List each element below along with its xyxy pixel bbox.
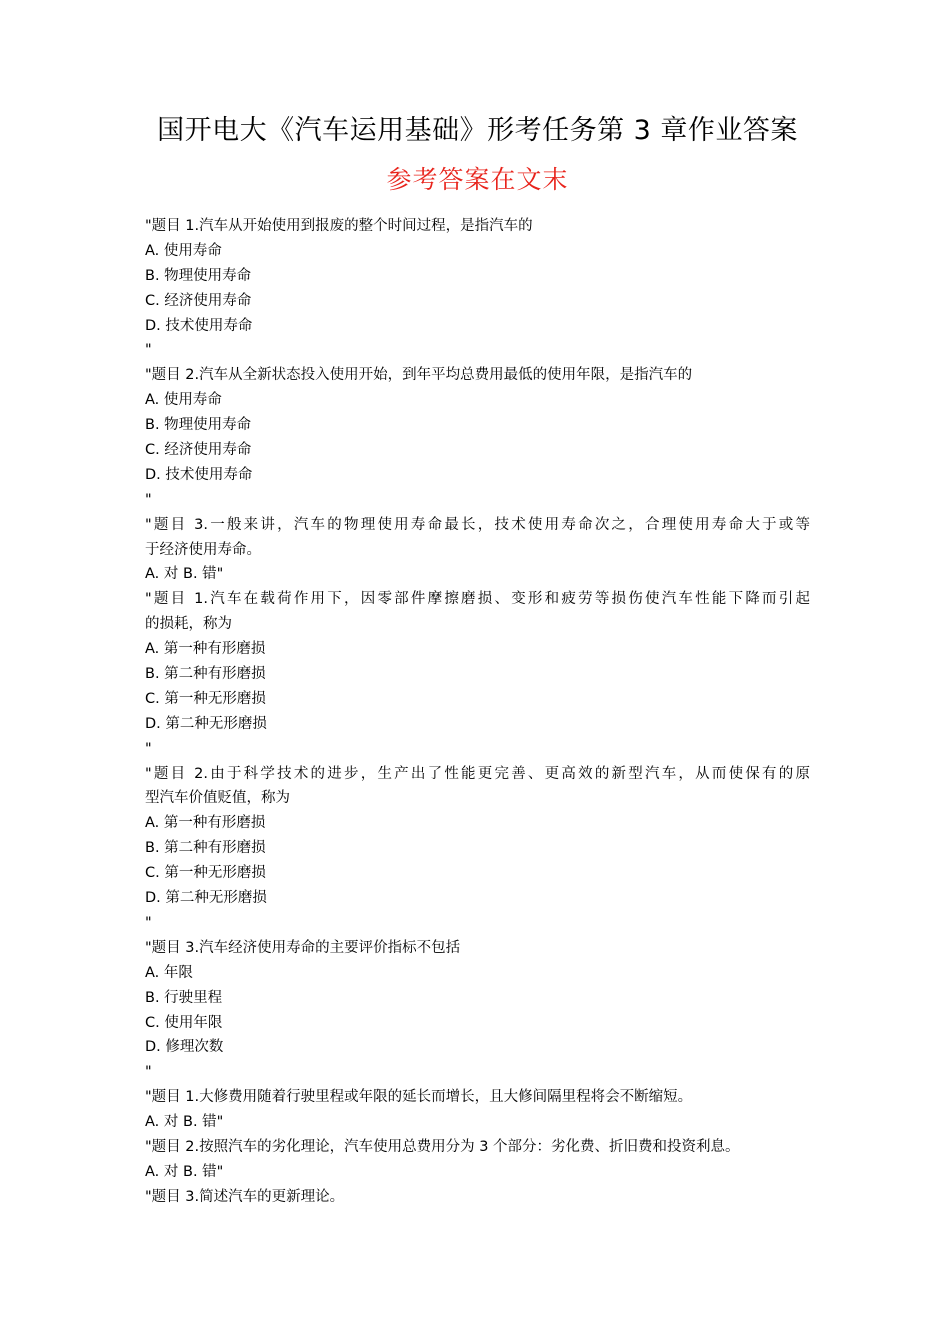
text-line: D. 第二种无形磨损 — [145, 715, 267, 732]
text-line: A. 第一种有形磨损 — [145, 815, 266, 832]
text-line: "题目 1.汽车从开始使用到报废的整个时间过程，是指汽车的 — [145, 218, 533, 234]
text-line: "题目 3.汽车经济使用寿命的主要评价指标不包括 — [145, 939, 461, 956]
text-line: 于经济使用寿命。 — [145, 541, 261, 558]
text-line: " — [145, 914, 152, 931]
text-line: A. 使用寿命 — [145, 242, 222, 259]
text-line: A. 使用寿命 — [145, 392, 222, 409]
text-line: 的损耗，称为 — [145, 616, 232, 633]
text-line: C. 使用年限 — [145, 1014, 223, 1031]
text-line: " — [145, 342, 152, 359]
text-line: " — [145, 740, 152, 757]
document-title: 国开电大《汽车运用基础》形考任务第 3 章作业答案 — [157, 115, 798, 146]
text-line: "题目 3.一般来讲，汽车的物理使用寿命最长，技术使用寿命次之，合理使用寿命大于或等 — [145, 516, 810, 533]
text-line: B. 物理使用寿命 — [145, 417, 252, 434]
text-line: B. 第二种有形磨损 — [145, 666, 266, 683]
text-line: C. 第一种无形磨损 — [145, 690, 266, 707]
text-line: "题目 2.按照汽车的劣化理论，汽车使用总费用分为 3 个部分：劣化费、折旧费和投资利息。 — [145, 1138, 740, 1155]
text-line: "题目 2.汽车从全新状态投入使用开始，到年平均总费用最低的使用年限，是指汽车的 — [145, 367, 693, 384]
text-line: 型汽车价值贬值，称为 — [145, 790, 290, 807]
text-line: C. 第一种无形磨损 — [145, 865, 266, 882]
text-line: B. 物理使用寿命 — [145, 267, 252, 284]
text-line: C. 经济使用寿命 — [145, 442, 252, 459]
document-subtitle: 参考答案在文末 — [386, 165, 569, 194]
text-line: " — [145, 1064, 152, 1081]
text-line: A. 对 B. 错" — [145, 1114, 224, 1131]
text-line: A. 年限 — [145, 964, 193, 981]
question-list — [145, 214, 810, 1210]
text-line: A. 对 B. 错" — [145, 566, 224, 583]
text-line: " — [145, 491, 152, 508]
text-line: B. 第二种有形磨损 — [145, 840, 266, 857]
text-line: D. 修理次数 — [145, 1039, 224, 1056]
text-line: "题目 2.由于科学技术的进步，生产出了性能更完善、更高效的新型汽车，从而使保有的原 — [145, 765, 810, 782]
text-line: A. 对 B. 错" — [145, 1163, 224, 1180]
text-line: B. 行驶里程 — [145, 989, 223, 1006]
text-line: "题目 3.简述汽车的更新理论。 — [145, 1188, 345, 1205]
text-line: C. 经济使用寿命 — [145, 292, 252, 309]
text-line: D. 技术使用寿命 — [145, 317, 253, 334]
text-line: D. 第二种无形磨损 — [145, 890, 267, 907]
text-line: "题目 1.汽车在载荷作用下，因零部件摩擦磨损、变形和疲劳等损伤使汽车性能下降而引起 — [145, 591, 810, 608]
text-line: "题目 1.大修费用随着行驶里程或年限的延长而增长，且大修间隔里程将会不断缩短。 — [145, 1089, 693, 1106]
text-line: D. 技术使用寿命 — [145, 466, 253, 483]
text-line: A. 第一种有形磨损 — [145, 641, 266, 658]
